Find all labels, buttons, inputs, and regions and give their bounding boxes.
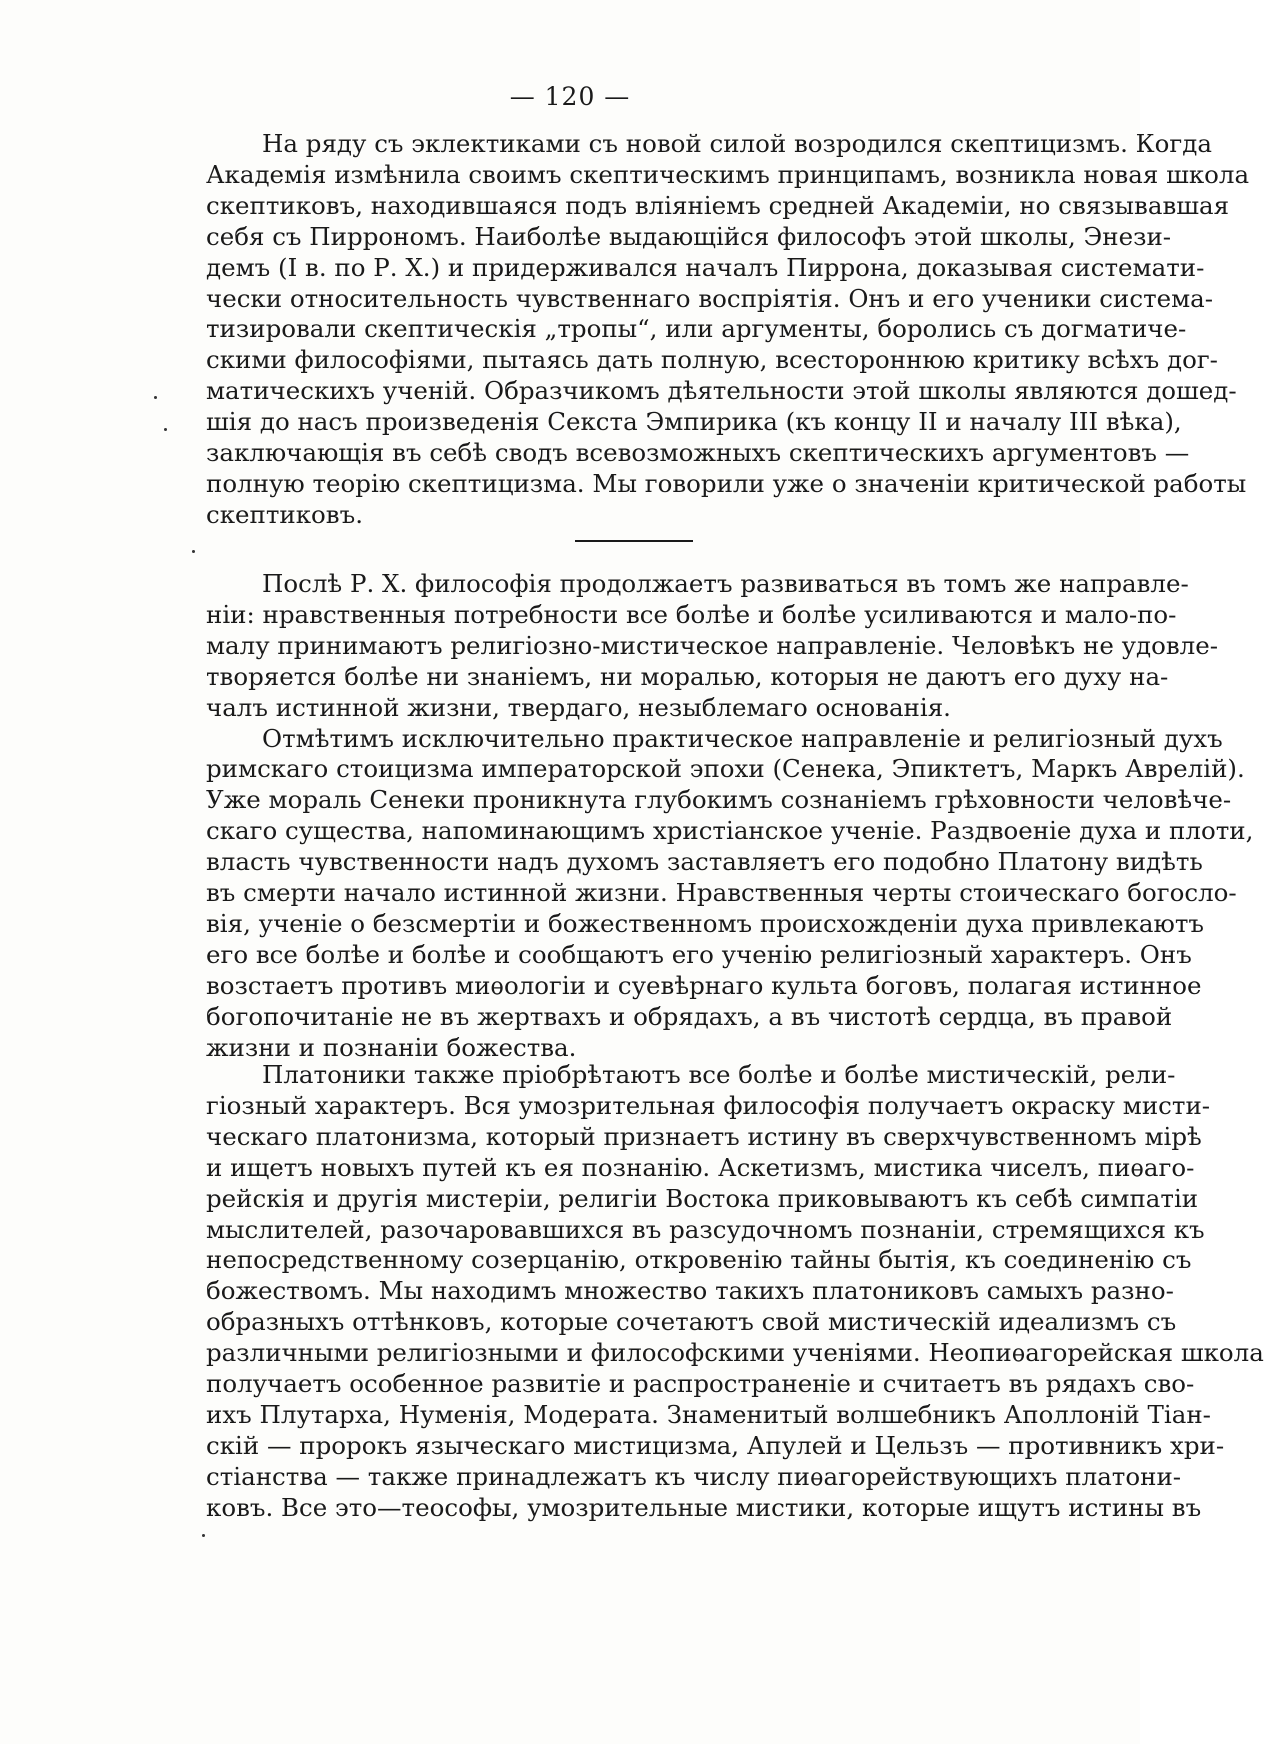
text-line: гіозный характеръ. Вся умозрительная философія получаетъ окраску мисти- <box>206 1090 1211 1120</box>
text-line: ковъ. Все это—теософы, умозрительные мистики, которые ищутъ истины въ <box>206 1492 1202 1522</box>
text-line: ихъ Плутарха, Нуменія, Модерата. Знаменитый волшебникъ Аполлоній Тіан- <box>206 1399 1211 1429</box>
paragraphs-after-christ <box>206 569 1254 1064</box>
text-line: малу принимаютъ религіозно-мистическое направленіе. Человѣкъ не удовле- <box>206 630 1218 660</box>
page-number: — 120 — <box>509 82 631 111</box>
text-line: непосредственному созерцанію, откровенію тайны бытія, къ соединенію съ <box>206 1245 1192 1275</box>
print-speck <box>154 396 157 399</box>
text-line: шія до насъ произведенія Секста Эмпирика (къ концу II и началу III вѣка), <box>206 407 1182 437</box>
text-line: матическихъ ученій. Образчикомъ дѣятельности этой школы являются дошед- <box>206 376 1237 406</box>
text-line: тизировали скептическія „тропы“, или аргументы, боролись съ догматиче- <box>206 314 1187 344</box>
text-line: заключающія въ себѣ сводъ всевозможныхъ скептическихъ аргументовъ — <box>206 438 1190 468</box>
text-line: На ряду съ эклектиками съ новой силой возродился скептицизмъ. Когда <box>262 129 1212 158</box>
text-line: богопочитаніе не въ жертвахъ и обрядахъ, а въ чистотѣ сердца, въ правой <box>206 1001 1173 1031</box>
text-line: Уже мораль Сенеки проникнута глубокимъ сознаніемъ грѣховности человѣче- <box>206 785 1232 815</box>
text-line: его все болѣе и болѣе и сообщаютъ его ученію религіозный характеръ. Онъ <box>206 939 1192 969</box>
text-line: римскаго стоицизма императорской эпохи (Сенека, Эпиктетъ, Маркъ Аврелій). <box>206 754 1245 784</box>
paragraph-platonists <box>206 1060 1264 1524</box>
text-line: образныхъ оттѣнковъ, которые сочетаютъ свой мистическій идеализмъ съ <box>206 1307 1177 1337</box>
text-line: жизни и познаніи божества. <box>206 1032 577 1062</box>
text-line: скаго существа, напоминающимъ христіанское ученіе. Раздвоеніе духа и плоти, <box>206 816 1254 846</box>
text-line: ніи: нравственныя потребности все болѣе и болѣе усиливаются и мало-по- <box>206 599 1177 629</box>
text-line: скими философіями, пытаясь дать полную, всестороннюю критику всѣхъ дог- <box>206 345 1218 375</box>
text-line: возстаетъ противъ миѳологіи и суевѣрнаго культа боговъ, полагая истинное <box>206 970 1202 1000</box>
text-line: получаетъ особенное развитіе и распространеніе и считаетъ въ рядахъ сво- <box>206 1369 1195 1399</box>
text-line: скій — пророкъ языческаго мистицизма, Апулей и Цельзъ — противникъ хри- <box>206 1430 1225 1460</box>
paragraph-skepticism <box>206 129 1250 531</box>
text-line: вія, ученіе о безсмертіи и божественномъ происхожденіи духа привлекаютъ <box>206 908 1204 938</box>
text-line: въ смерти начало истинной жизни. Нравственныя черты стоическаго богосло- <box>206 878 1237 908</box>
text-line: мыслителей, разочаровавшихся въ разсудочномъ познаніи, стремящихся къ <box>206 1214 1205 1244</box>
section-separator-rule <box>575 540 693 542</box>
print-speck <box>192 550 195 553</box>
text-line: себя съ Пиррономъ. Наиболѣе выдающійся философъ этой школы, Энези- <box>206 221 1172 251</box>
text-line: демъ (I в. по Р. Х.) и придерживался началъ Пиррона, доказывая системати- <box>206 252 1205 282</box>
text-line: божествомъ. Мы находимъ множество такихъ платониковъ самыхъ разно- <box>206 1276 1174 1306</box>
text-line: различными религіозными и философскими ученіями. Неопиѳагорейская школа <box>206 1338 1264 1368</box>
print-speck <box>164 428 167 431</box>
text-line: стіанства — также принадлежатъ къ числу пиѳагорействующихъ платони- <box>206 1461 1182 1491</box>
text-line: чески относительность чувственнаго воспріятія. Онъ и его ученики система- <box>206 283 1214 313</box>
text-line: Послѣ Р. Х. философія продолжаетъ развиваться въ томъ же направле- <box>262 569 1189 598</box>
text-line: Отмѣтимъ исключительно практическое направленіе и религіозный духъ <box>262 723 1223 753</box>
text-line: полную теорію скептицизма. Мы говорили уже о значеніи критической работы <box>206 468 1247 498</box>
text-line: ческаго платонизма, который признаетъ истину въ сверхчувственномъ мірѣ <box>206 1121 1202 1151</box>
text-line: творяется болѣе ни знаніемъ, ни моралью, которыя не даютъ его духу на- <box>206 661 1169 691</box>
text-line: чалъ истинной жизни, твердаго, незыблемаго основанія. <box>206 692 951 722</box>
text-line: и ищетъ новыхъ путей къ ея познанію. Аскетизмъ, мистика чиселъ, пиѳаго- <box>206 1152 1195 1182</box>
text-line: рейскія и другія мистеріи, религіи Востока приковываютъ къ себѣ симпатіи <box>206 1183 1199 1213</box>
text-line: скептиковъ, находившаяся подъ вліяніемъ средней Академіи, но связывавшая <box>206 190 1230 220</box>
text-line: Академія измѣнила своимъ скептическимъ принципамъ, возникла новая школа <box>206 159 1250 189</box>
text-line: власть чувственности надъ духомъ заставляетъ его подобно Платону видѣть <box>206 847 1203 877</box>
print-speck <box>202 1534 205 1537</box>
text-line: Платоники также пріобрѣтаютъ все болѣе и болѣе мистическій, рели- <box>262 1060 1176 1089</box>
text-line: скептиковъ. <box>206 499 363 529</box>
